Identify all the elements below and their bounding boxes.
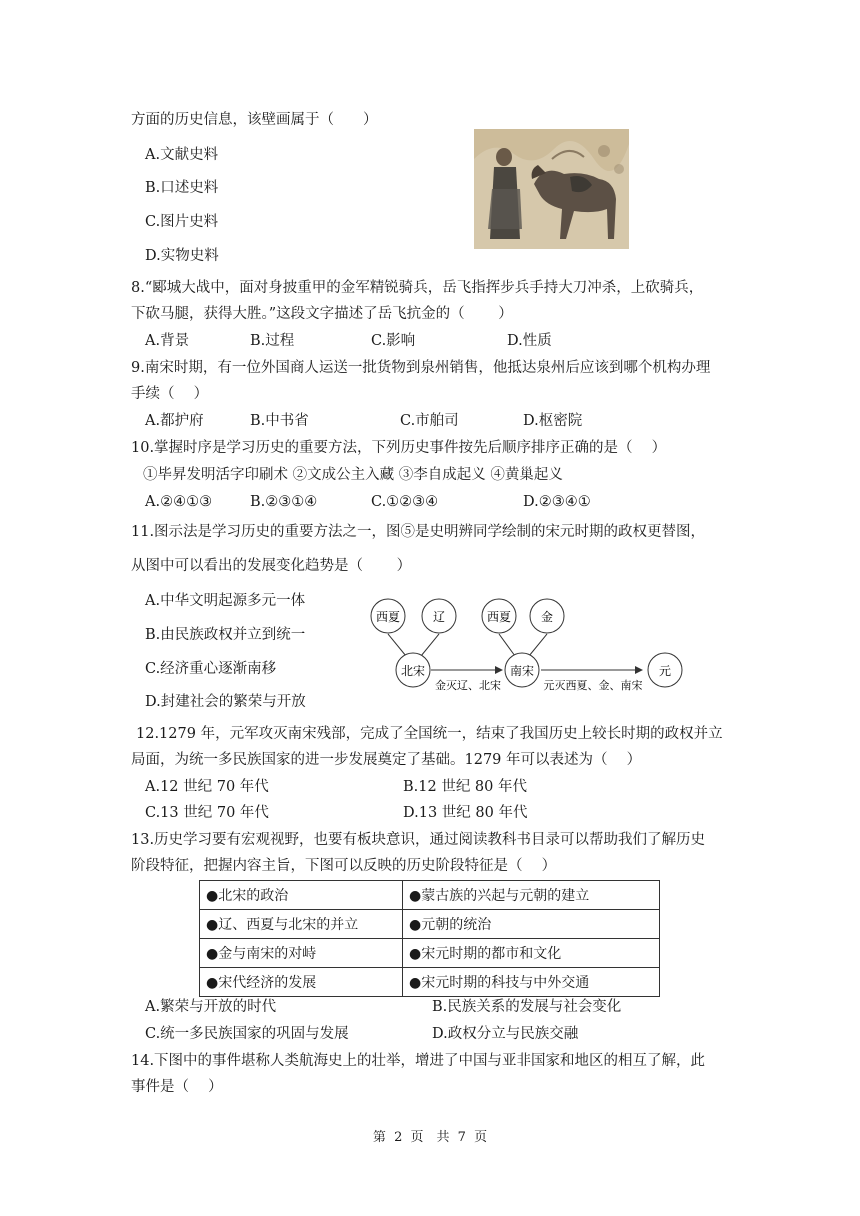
q11-option-d: D.封建社会的繁荣与开放 bbox=[145, 694, 306, 710]
q9-option-a: A.都护府 bbox=[145, 413, 204, 429]
q7-option-c: C.图片史料 bbox=[145, 214, 219, 230]
q13-stem-line1: 13.历史学习要有宏观视野，也要有板块意识，通过阅读教科书目录可以帮助我们了解历史 bbox=[131, 832, 706, 848]
q13-option-c: C.统一多民族国家的巩固与发展 bbox=[145, 1026, 349, 1042]
footer-middle: 页 共 bbox=[410, 1130, 450, 1145]
node-liao: 辽 bbox=[432, 610, 446, 624]
connector-line bbox=[388, 634, 406, 656]
q9-stem-line2: 手续（ ） bbox=[131, 386, 209, 402]
table-row bbox=[200, 881, 660, 910]
q7-option-b: B.口述史料 bbox=[145, 180, 219, 196]
q10-option-b: B.②③①④ bbox=[250, 494, 318, 510]
q13-stem-line2: 阶段特征，把握内容主旨，下图可以反映的历史阶段特征是（ ） bbox=[131, 858, 557, 874]
node-yuan: 元 bbox=[658, 664, 672, 678]
q12-option-d: D.13 世纪 80 年代 bbox=[403, 805, 528, 821]
q8-stem-line1: 8.“郾城大战中，面对身披重甲的金军精锐骑兵，岳飞指挥步兵手持大刀冲杀，上砍骑兵， bbox=[131, 280, 704, 296]
q14-stem-line2: 事件是（ ） bbox=[131, 1079, 223, 1095]
q10-option-d: D.②③④① bbox=[523, 494, 591, 510]
q11-stem-line2: 从图中可以看出的发展变化趋势是（ ） bbox=[131, 558, 412, 574]
arrow-label-1: 金灭辽、北宋 bbox=[435, 679, 501, 692]
mural-image bbox=[474, 129, 629, 249]
q9-option-b: B.中书省 bbox=[250, 413, 309, 429]
table-cell: ●北宋的政治 bbox=[200, 881, 403, 910]
table-cell: ●元朝的统治 bbox=[403, 910, 660, 939]
page-footer bbox=[0, 1126, 860, 1145]
connector-line bbox=[499, 634, 515, 656]
q9-option-d: D.枢密院 bbox=[523, 413, 583, 429]
q8-option-d: D.性质 bbox=[507, 333, 552, 349]
q10-option-a: A.②④①③ bbox=[145, 494, 213, 510]
table-cell: ●宋元时期的科技与中外交通 bbox=[403, 968, 660, 997]
q13-option-b: B.民族关系的发展与社会变化 bbox=[432, 999, 622, 1015]
q12-stem-line2: 局面，为统一多民族国家的进一步发展奠定了基础。1279 年可以表述为（ ） bbox=[131, 752, 642, 768]
q12-stem-line1: 12.1279 年，元军攻灭南宋残部，完成了全国统一，结束了我国历史上较长时期的政权并立 bbox=[136, 726, 723, 742]
connector-line bbox=[421, 634, 439, 656]
q13-option-a: A.繁荣与开放的时代 bbox=[145, 999, 277, 1015]
q10-events: ①毕昇发明活字印刷术 ②文成公主入藏 ③李自成起义 ④黄巢起义 bbox=[143, 467, 563, 483]
q10-stem: 10.掌握时序是学习历史的重要方法，下列历史事件按先后顺序排序正确的是（ ） bbox=[131, 440, 667, 456]
footer-prefix: 第 bbox=[372, 1130, 386, 1145]
node-xixia-1: 西夏 bbox=[375, 610, 401, 624]
q11-option-b: B.由民族政权并立到统一 bbox=[145, 627, 306, 643]
node-jin: 金 bbox=[540, 610, 554, 624]
q8-option-b: B.过程 bbox=[250, 333, 295, 349]
table-cell: ●宋元时期的都市和文化 bbox=[403, 939, 660, 968]
q8-option-c: C.影响 bbox=[371, 333, 416, 349]
node-xixia-2: 西夏 bbox=[486, 610, 512, 624]
q12-option-a: A.12 世纪 70 年代 bbox=[145, 779, 269, 795]
table-cell: ●金与南宋的对峙 bbox=[200, 939, 403, 968]
q7-option-a: A.文献史料 bbox=[145, 147, 219, 163]
footer-suffix: 页 bbox=[474, 1130, 488, 1145]
table-row bbox=[200, 939, 660, 968]
table-cell: ●蒙古族的兴起与元朝的建立 bbox=[403, 881, 660, 910]
q9-stem-line1: 9.南宋时期，有一位外国商人运送一批货物到泉州销售，他抵达泉州后应该到哪个机构办理 bbox=[131, 360, 711, 376]
q12-option-c: C.13 世纪 70 年代 bbox=[145, 805, 269, 821]
q10-option-c: C.①②③④ bbox=[371, 494, 439, 510]
q12-option-b: B.12 世纪 80 年代 bbox=[403, 779, 527, 795]
q11-option-c: C.经济重心逐渐南移 bbox=[145, 661, 277, 677]
q8-option-a: A.背景 bbox=[145, 333, 190, 349]
node-southern-song: 南宋 bbox=[509, 664, 535, 678]
connector-line bbox=[529, 634, 547, 656]
q7-option-d: D.实物史料 bbox=[145, 248, 219, 264]
table-row bbox=[200, 910, 660, 939]
node-northern-song: 北宋 bbox=[400, 664, 426, 678]
q13-option-d: D.政权分立与民族交融 bbox=[432, 1026, 579, 1042]
textbook-contents-table bbox=[199, 880, 660, 997]
table-cell: ●辽、西夏与北宋的并立 bbox=[200, 910, 403, 939]
q14-stem-line1: 14.下图中的事件堪称人类航海史上的壮举，增进了中国与亚非国家和地区的相互了解，此 bbox=[131, 1053, 706, 1069]
q11-stem-line1: 11.图示法是学习历史的重要方法之一，图⑤是史明辨同学绘制的宋元时期的政权更替图， bbox=[131, 524, 706, 540]
q9-option-c: C.市舶司 bbox=[400, 413, 459, 429]
footer-total-pages: 7 bbox=[457, 1130, 466, 1145]
q8-stem-line2: 下砍马腿，获得大胜。”这段文字描述了岳飞抗金的（ ） bbox=[131, 306, 513, 322]
q7-stem-tail: 方面的历史信息，该壁画属于（ ） bbox=[131, 112, 378, 128]
table-row bbox=[200, 968, 660, 997]
q11-option-a: A.中华文明起源多元一体 bbox=[145, 593, 306, 609]
table-cell: ●宋代经济的发展 bbox=[200, 968, 403, 997]
regime-change-diagram bbox=[362, 594, 688, 698]
arrow-label-2: 元灭西夏、金、南宋 bbox=[543, 679, 643, 692]
footer-page-number: 2 bbox=[394, 1130, 403, 1145]
